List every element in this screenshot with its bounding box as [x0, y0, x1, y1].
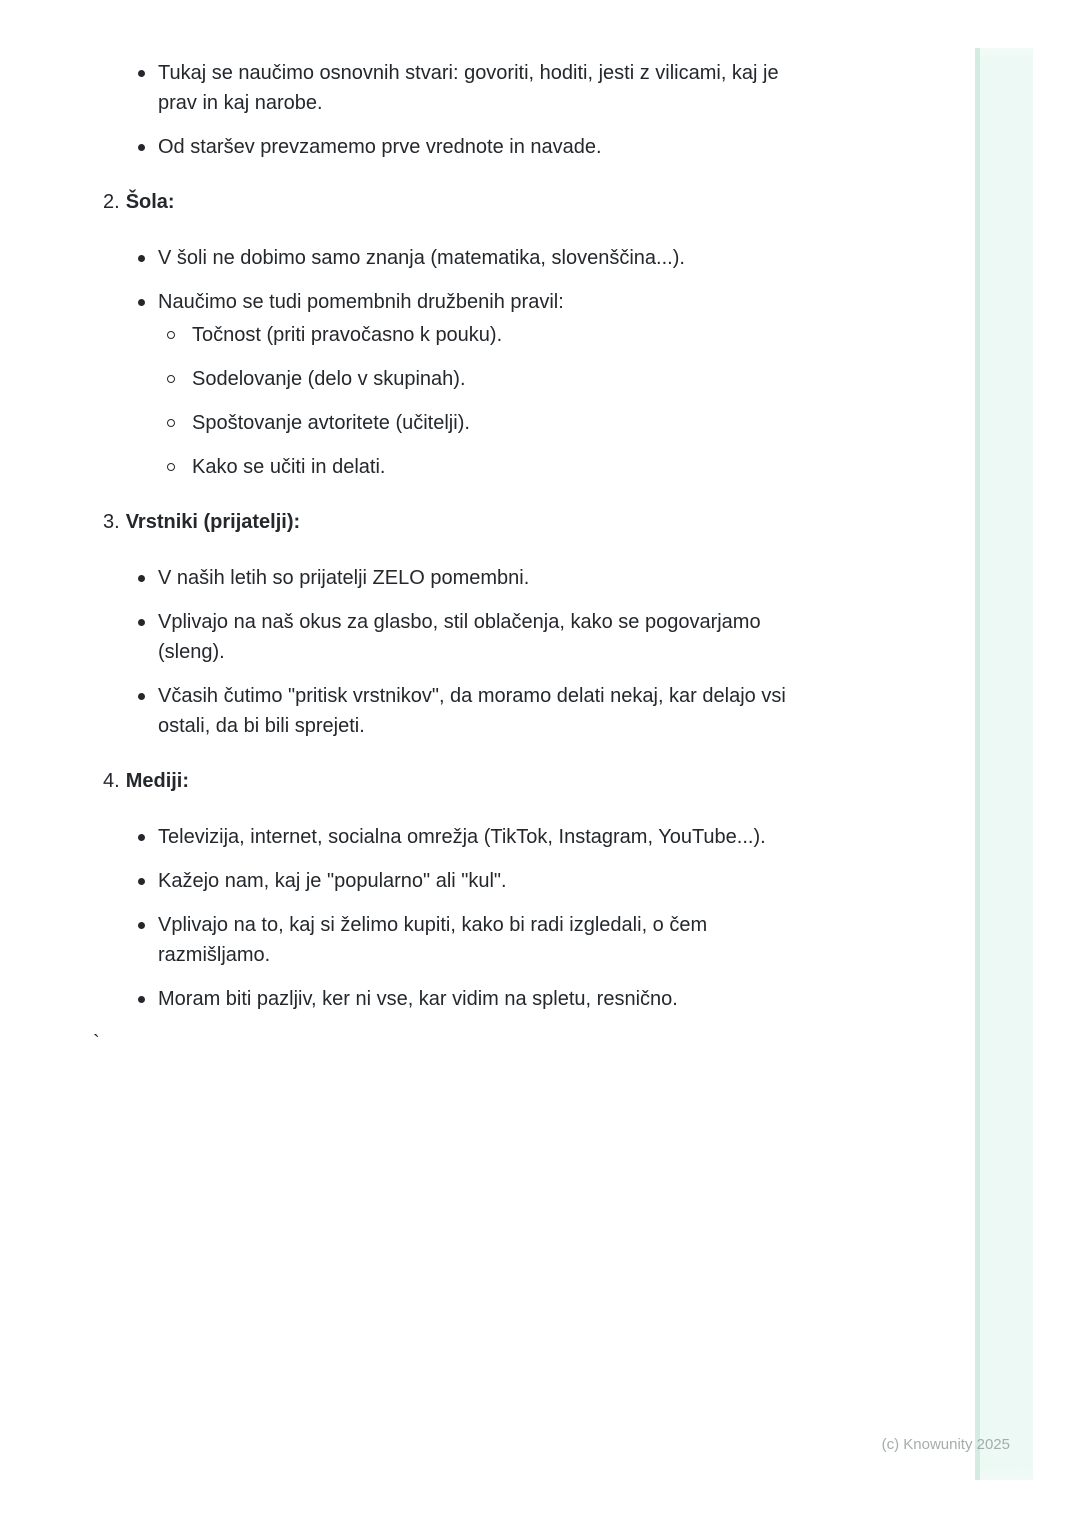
bullet-text: Naučimo se tudi pomembnih družbenih pravil:: [158, 291, 564, 313]
bullet-item: [130, 822, 823, 866]
bullet-dot-marker: [130, 243, 158, 273]
bullet-text: Moram biti pazljiv, ker ni vse, kar vidim na spletu, resnično.: [158, 988, 678, 1010]
bullet-dot-marker: [130, 563, 158, 593]
section-title: Vrstniki (prijatelji):: [125, 511, 301, 533]
sub-bullet-item: [167, 364, 823, 408]
sub-bullet-item: [167, 452, 823, 482]
section-heading: [103, 176, 823, 243]
section-heading: [103, 496, 823, 563]
bullet-dot-marker: [130, 607, 158, 667]
sub-bullet-text: Spoštovanje avtoritete (učitelji).: [192, 412, 470, 434]
page-accent-strip: [975, 48, 1033, 1480]
bullet-item: [130, 132, 823, 176]
sub-bullet-item: [167, 320, 823, 364]
bullet-item: [130, 563, 823, 607]
bullet-circle-marker: [167, 320, 192, 350]
document-body: [103, 58, 823, 1028]
section-title: Mediji:: [125, 770, 190, 792]
section-title: Šola:: [125, 191, 175, 213]
bullet-circle-marker: [167, 452, 192, 482]
bullet-item: [130, 681, 823, 755]
copyright-footer: (c) Knowunity 2025: [881, 1436, 1010, 1453]
section-number: 4.: [103, 770, 120, 792]
section-number: 2.: [103, 191, 120, 213]
sub-bullet-item: [167, 408, 823, 452]
bullet-dot-marker: [130, 58, 158, 118]
bullet-item: [130, 984, 823, 1028]
bullet-text: Vplivajo na naš okus za glasbo, stil oblačenja, kako se pogovarjamo (sleng).: [158, 611, 761, 663]
bullet-item: [130, 910, 823, 984]
bullet-item: [130, 243, 823, 287]
bullet-item: [130, 58, 823, 132]
bullet-text: Od staršev prevzamemo prve vrednote in navade.: [158, 136, 602, 158]
bullet-text: Vplivajo na to, kaj si želimo kupiti, kako bi radi izgledali, o čem razmišljamo.: [158, 914, 708, 966]
bullet-dot-marker: [130, 132, 158, 162]
bullet-text: Včasih čutimo "pritisk vrstnikov", da moramo delati nekaj, kar delajo vsi ostali, da bi bili sprejeti.: [158, 685, 786, 737]
sub-bullet-list: [158, 317, 823, 482]
bullet-item: [130, 287, 823, 496]
bullet-dot-marker: [130, 984, 158, 1014]
section-number: 3.: [103, 511, 120, 533]
bullet-dot-marker: [130, 287, 158, 482]
bullet-circle-marker: [167, 364, 192, 394]
bullet-text: V šoli ne dobimo samo znanja (matematika, slovenščina...).: [158, 247, 685, 269]
bullet-text: Kažejo nam, kaj je "popularno" ali "kul".: [158, 870, 507, 892]
sub-bullet-text: Točnost (priti pravočasno k pouku).: [192, 324, 503, 346]
bullet-text: Tukaj se naučimo osnovnih stvari: govoriti, hoditi, jesti z vilicami, kaj je prav in kaj narobe.: [158, 62, 779, 114]
bullet-dot-marker: [130, 910, 158, 970]
bullet-dot-marker: [130, 681, 158, 741]
bullet-dot-marker: [130, 866, 158, 896]
stray-backtick: `: [93, 1032, 100, 1054]
bullet-circle-marker: [167, 408, 192, 438]
bullet-item: [130, 607, 823, 681]
sub-bullet-text: Kako se učiti in delati.: [192, 456, 386, 478]
bullet-dot-marker: [130, 822, 158, 852]
section-heading: [103, 755, 823, 822]
bullet-text: Televizija, internet, socialna omrežja (TikTok, Instagram, YouTube...).: [158, 826, 766, 848]
sub-bullet-text: Sodelovanje (delo v skupinah).: [192, 368, 466, 390]
bullet-item: [130, 866, 823, 910]
bullet-text: V naših letih so prijatelji ZELO pomembni.: [158, 567, 530, 589]
